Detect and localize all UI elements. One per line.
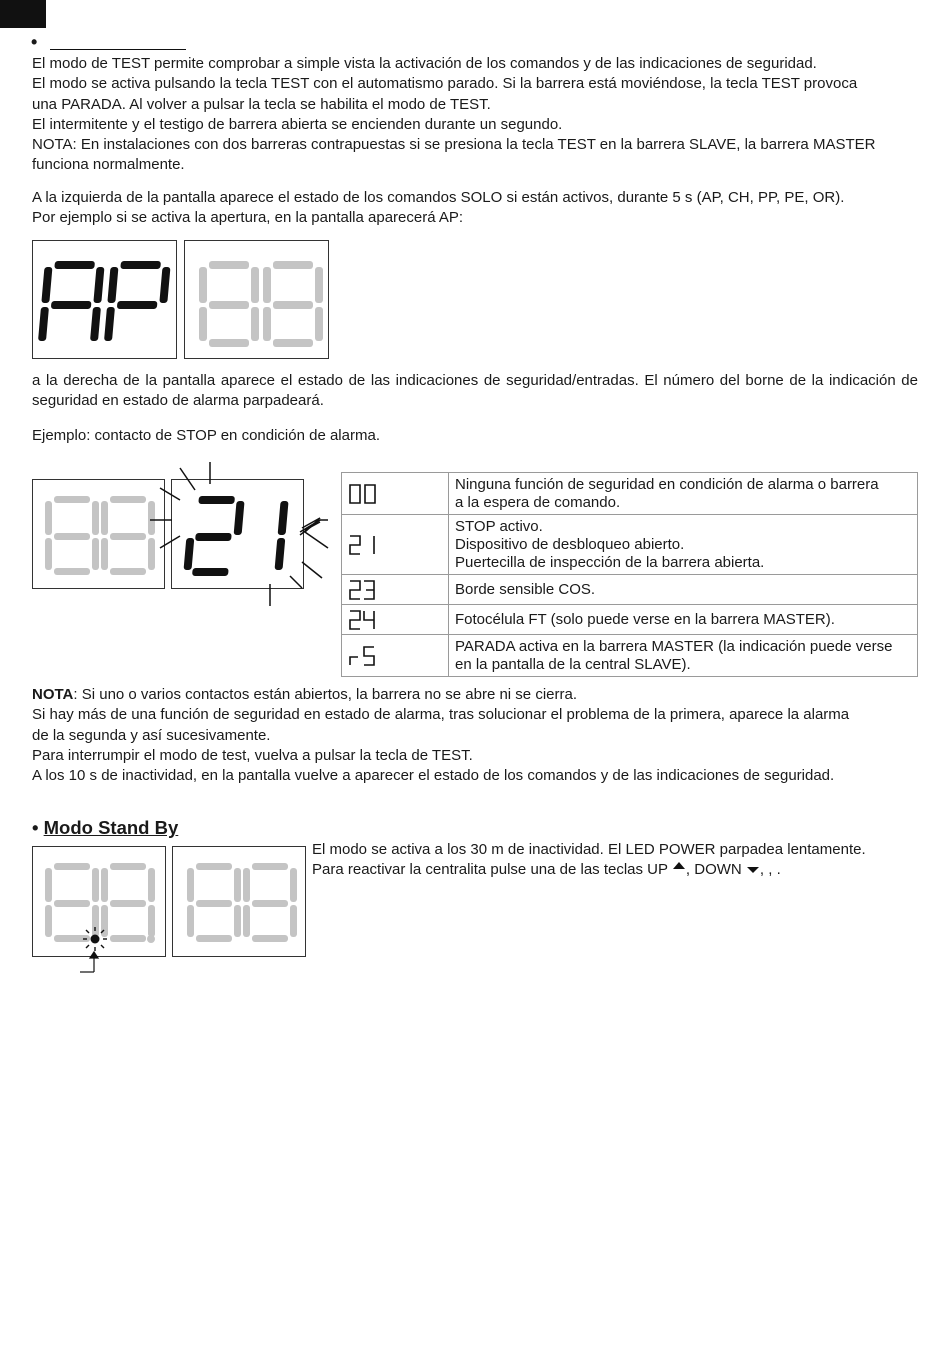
text-line: PARADA activa en la barrera MASTER (la indicación puede verse (455, 637, 893, 655)
text-line: A la izquierda de la pantalla aparece el estado de los comandos SOLO si están activos, durante 5 s (AP, CH, PP, PE, OR). (32, 189, 845, 206)
segment-code-24 (348, 609, 378, 631)
table-row (342, 515, 918, 575)
table-row (342, 635, 918, 677)
display-left-off (32, 479, 165, 589)
text-line: STOP activo. (455, 517, 543, 535)
text-line: una PARADA. Al volver a pulsar la tecla se habilita el modo de TEST. (32, 95, 491, 113)
text-line: funciona normalmente. (32, 156, 185, 174)
note-line (32, 685, 918, 705)
seven-segment-88-standby (33, 847, 165, 956)
commands-paragraph (32, 188, 918, 229)
seven-segment-88-off (173, 847, 305, 956)
description-cell (449, 515, 918, 575)
text-segment: , DOWN (685, 861, 746, 879)
standby-title: Modo Stand By (43, 817, 179, 838)
example-paragraph: Ejemplo: contacto de STOP en condición de alarma. (32, 427, 380, 444)
code-cell (342, 605, 449, 635)
down-arrow-icon (746, 865, 760, 875)
text-line: Dispositivo de desbloqueo abierto. (455, 535, 685, 553)
display-standby-left (32, 846, 166, 957)
description-cell (449, 473, 918, 515)
seven-segment-88-off (33, 480, 164, 588)
blink-rays-icon (150, 460, 340, 610)
segment-code-21 (348, 534, 378, 556)
text-line: a la espera de comando. (455, 493, 621, 511)
text-line: El intermitente y el testigo de barrera abierta se encienden durante un segundo. (32, 115, 563, 133)
table-row (342, 473, 918, 515)
section-title-underline (50, 49, 186, 50)
safety-paragraph: a la derecha de la pantalla aparece el estado de las indicaciones de seguridad/entradas. El número del borne de la indicación de seguridad en estado de alarma parpadeará. (32, 372, 918, 410)
text-line: de la segunda y así sucesivamente. (32, 726, 271, 744)
section-bullet: • (31, 32, 38, 52)
display-left-ap (32, 240, 177, 359)
text-line: NOTA: En instalaciones con dos barreras contrapuestas si se presiona la tecla TEST en la barrera SLAVE, la barrera MASTER (32, 136, 876, 154)
segment-code-r5 (348, 645, 378, 667)
seven-segment-88-off (185, 241, 328, 358)
section-bullet: • (32, 817, 39, 838)
display-standby-right (172, 846, 306, 957)
text-line: Puertecilla de inspección de la barrera abierta. (455, 553, 765, 571)
code-cell (342, 515, 449, 575)
up-arrow-icon (672, 860, 686, 870)
note-paragraph (32, 685, 918, 786)
standby-paragraph (312, 840, 918, 881)
segment-code-23 (348, 579, 378, 601)
text-line: Borde sensible COS. (455, 580, 596, 598)
text-line: en la pantalla de la central SLAVE). (455, 655, 691, 673)
page-corner-tab (0, 0, 46, 28)
text-line (312, 860, 918, 880)
text-segment: Para reactivar la centralita pulse una de las teclas UP (312, 861, 672, 879)
text-line: Por ejemplo si se activa la apertura, en la pantalla aparecerá AP: (32, 209, 464, 227)
text-line: Si hay más de una función de seguridad en estado de alarma, tras solucionar el problema de la primera, aparece la alarma (32, 706, 850, 724)
text-line: El modo de TEST permite comprobar a simple vista la activación de los comandos y de las indicaciones de seguridad. (32, 55, 817, 72)
safety-codes-table (341, 472, 918, 677)
display-right-off (184, 240, 329, 359)
description-cell (449, 575, 918, 605)
text-line: A los 10 s de inactividad, en la pantalla vuelve a aparecer el estado de los comandos y de las indicaciones de seguridad. (32, 767, 835, 785)
test-intro-paragraph (32, 54, 918, 176)
segment-code-00 (348, 483, 378, 505)
description-cell (449, 605, 918, 635)
note-text: : Si uno o varios contactos están abiertos, la barrera no se abre ni se cierra. (73, 686, 577, 703)
text-segment: , , . (759, 861, 781, 879)
text-line: Para interrumpir el modo de test, vuelva a pulsar la tecla de TEST. (32, 746, 473, 764)
seven-segment-ap (33, 241, 176, 358)
text-line: El modo se activa pulsando la tecla TEST con el automatismo parado. Si la barrera está moviéndose, la tecla TEST provoca (32, 75, 858, 93)
table-row (342, 605, 918, 635)
description-cell (449, 635, 918, 677)
text-line: El modo se activa a los 30 m de inactividad. El LED POWER parpadea lentamente. (312, 841, 866, 858)
code-cell (342, 473, 449, 515)
table-row (342, 575, 918, 605)
blinking-led-icon (76, 950, 106, 974)
text-line: Fotocélula FT (solo puede verse en la barrera MASTER). (455, 610, 835, 628)
code-cell (342, 575, 449, 605)
text-line: Ninguna función de seguridad en condición de alarma o barrera (455, 475, 879, 493)
standby-heading (32, 817, 178, 839)
code-cell (342, 635, 449, 677)
note-label: NOTA (32, 686, 74, 703)
